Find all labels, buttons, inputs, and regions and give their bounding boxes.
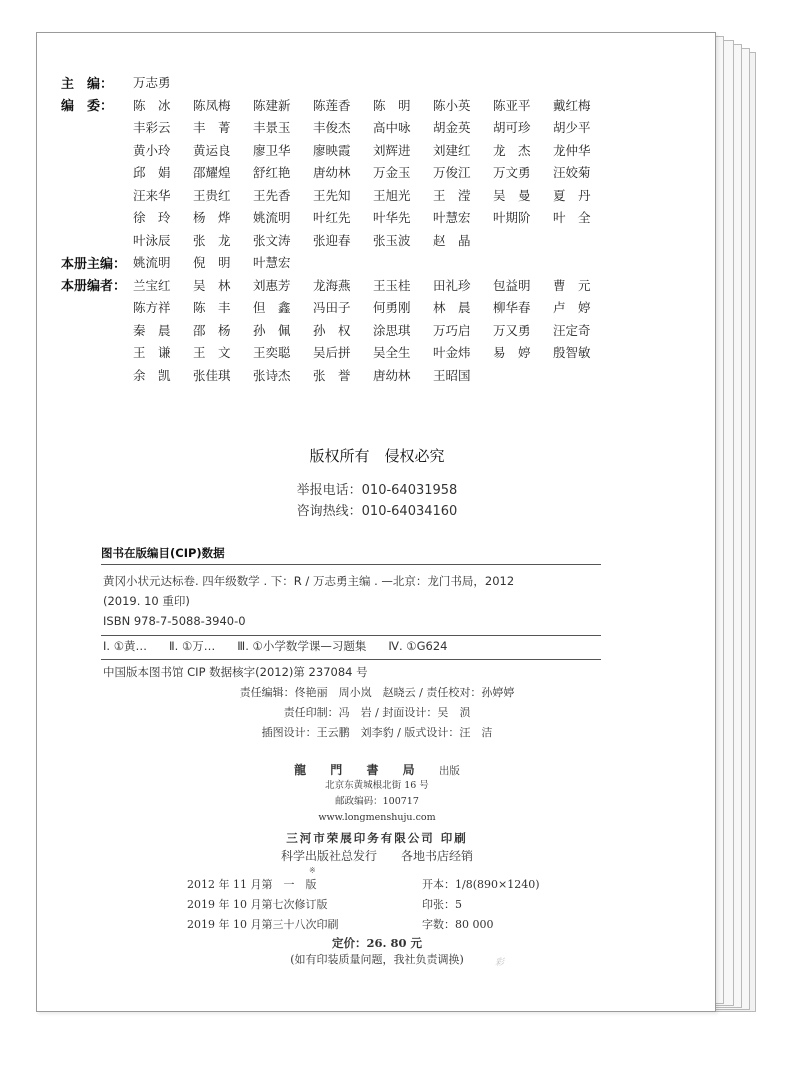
credit-name: 夏 丹 xyxy=(553,187,591,203)
cip-isbn: ISBN 978-7-5088-3940-0 xyxy=(103,614,246,628)
credit-name: 陈 明 xyxy=(373,97,411,113)
credit-names xyxy=(133,253,313,271)
credit-name: 王 文 xyxy=(193,345,231,361)
cip-catalog-number: 中国版本图书馆 CIP 数据核字(2012)第 237084 号 xyxy=(101,659,601,682)
publisher-address: 北京东黄城根北街 16 号 xyxy=(325,780,429,791)
credit-names xyxy=(133,141,613,159)
publisher-postcode: 邮政编码：100717 xyxy=(335,796,419,807)
credits-row xyxy=(61,94,621,117)
cip-header: 图书在版编目(CIP)数据 xyxy=(101,545,601,565)
credit-name: 叶华先 xyxy=(373,210,411,226)
credit-name: 王玉桂 xyxy=(373,277,411,293)
staff-line-1: 责任编辑：佟艳丽 周小岚 赵晓云 / 责任校对：孙婷婷 xyxy=(239,686,515,699)
credits-row xyxy=(61,139,621,162)
credit-name: 丰俊杰 xyxy=(313,120,351,136)
credit-name: 徐 玲 xyxy=(133,210,171,226)
contact-block xyxy=(37,480,717,522)
credit-names xyxy=(133,276,613,294)
distribution: 科学出版社总发行 各地书店经销 xyxy=(280,849,473,863)
staff-line-3: 插图设计：王云鹏 刘李豹 / 版式设计：汪 洁 xyxy=(261,726,493,739)
credit-name: 汪来华 xyxy=(133,187,171,203)
credit-name: 黄运良 xyxy=(193,142,231,158)
publisher-name xyxy=(37,761,717,778)
credit-name: 兰宝红 xyxy=(133,277,171,293)
credit-name: 叶期阶 xyxy=(493,210,531,226)
publisher-logo-text: 龍 門 書 局 xyxy=(294,763,425,777)
credits-row xyxy=(61,319,621,342)
cip-index-4: Ⅳ. ①G624 xyxy=(388,639,448,653)
watermark: 彩 xyxy=(495,958,505,968)
credit-name: 姚流明 xyxy=(253,210,291,226)
credits-row xyxy=(61,296,621,319)
edition-row xyxy=(187,895,540,915)
credit-name: 陈方祥 xyxy=(133,300,171,316)
credit-name: 黄小玲 xyxy=(133,142,171,158)
credit-name: 张佳琪 xyxy=(193,367,231,383)
rights-block xyxy=(37,445,717,466)
credit-name: 丰景玉 xyxy=(253,120,291,136)
credit-name: 廖映霞 xyxy=(313,142,351,158)
credit-name: 包益明 xyxy=(493,277,531,293)
credit-name: 万金玉 xyxy=(373,165,411,181)
credit-name: 田礼珍 xyxy=(433,277,471,293)
credit-role: 编 委： xyxy=(61,99,114,115)
credits-list xyxy=(61,71,621,386)
credit-name: 刘辉进 xyxy=(373,142,411,158)
edition-spec: 开本：1/8(890×1240) xyxy=(422,878,540,891)
edition-row xyxy=(187,875,540,895)
credit-name: 陈亚平 xyxy=(493,97,531,113)
cip-index-2: Ⅱ. ①万… xyxy=(169,639,216,653)
credit-name: 万俊江 xyxy=(433,165,471,181)
price-block xyxy=(37,935,717,967)
credit-name: 张迎春 xyxy=(313,232,351,248)
credit-name: 陈小英 xyxy=(433,97,471,113)
credit-role: 本册主编： xyxy=(61,256,127,272)
credit-name: 陈凤梅 xyxy=(193,97,231,113)
credit-name: 林 晨 xyxy=(433,300,471,316)
credit-name: 邱 娟 xyxy=(133,165,171,181)
credits-row xyxy=(61,184,621,207)
credit-name: 万文勇 xyxy=(493,165,531,181)
credit-name: 张 誉 xyxy=(313,367,351,383)
credits-row xyxy=(61,161,621,184)
credit-name: 余 凯 xyxy=(133,367,171,383)
credit-name: 何勇刚 xyxy=(373,300,411,316)
credit-name: 陈莲香 xyxy=(313,97,351,113)
credit-name: 易 婷 xyxy=(493,345,531,361)
credit-name: 张 龙 xyxy=(193,232,231,248)
credit-name: 陈 丰 xyxy=(193,300,231,316)
credit-role: 主 编： xyxy=(61,76,114,92)
credit-name: 姚流明 xyxy=(133,255,171,271)
report-phone: 举报电话：010-64031958 xyxy=(296,483,458,498)
credit-name: 刘建红 xyxy=(433,142,471,158)
consult-phone: 咨询热线：010-64034160 xyxy=(296,504,458,519)
credit-name: 但 鑫 xyxy=(253,300,291,316)
rights-title: 版权所有 侵权必究 xyxy=(309,447,445,465)
credit-name: 龙 杰 xyxy=(493,142,531,158)
credit-name: 陈 冰 xyxy=(133,97,171,113)
credit-name: 孙 佩 xyxy=(253,322,291,338)
credit-name: 吴 曼 xyxy=(493,187,531,203)
credit-names xyxy=(133,163,613,181)
credit-names xyxy=(133,343,613,361)
credit-name: 邵 杨 xyxy=(193,322,231,338)
printer: 三河市荣展印务有限公司 印刷 xyxy=(286,831,468,845)
credit-name: 胡少平 xyxy=(553,120,591,136)
cip-line-1: 黄冈小状元达标卷. 四年级数学 . 下：R / 万志勇主编 . —北京：龙门书局，2012 xyxy=(103,574,515,588)
credit-name: 倪 明 xyxy=(193,255,231,271)
credit-name: 胡可珍 xyxy=(493,120,531,136)
credits-row xyxy=(61,364,621,387)
credit-names xyxy=(133,96,613,114)
credit-names xyxy=(133,231,493,249)
credit-name: 王奕聪 xyxy=(253,345,291,361)
credits-row xyxy=(61,274,621,297)
credit-name: 刘惠芳 xyxy=(253,277,291,293)
credit-name: 丰彩云 xyxy=(133,120,171,136)
credit-name: 叶慧宏 xyxy=(253,255,291,271)
credit-name: 王旭光 xyxy=(373,187,411,203)
credit-name: 张文涛 xyxy=(253,232,291,248)
credit-name: 殷智敏 xyxy=(553,345,591,361)
credit-name: 涂思琪 xyxy=(373,322,411,338)
edition-info xyxy=(187,875,540,935)
credit-name: 王 滢 xyxy=(433,187,471,203)
credits-row xyxy=(61,251,621,274)
edition-date: 2019 年 10 月第三十八次印刷 xyxy=(187,918,339,931)
credit-name: 叶 全 xyxy=(553,210,591,226)
edition-date: 2012 年 11 月第 一 版 xyxy=(187,878,317,891)
credit-name: 万志勇 xyxy=(133,75,171,91)
credit-name: 邵耀煌 xyxy=(193,165,231,181)
credits-row xyxy=(61,341,621,364)
credit-name: 唐幼林 xyxy=(373,367,411,383)
star-mark: ※ xyxy=(309,866,316,875)
credit-name: 吴 林 xyxy=(193,277,231,293)
credit-name: 王 谦 xyxy=(133,345,171,361)
credit-names xyxy=(133,366,493,384)
cip-index xyxy=(101,635,601,656)
quality-note: (如有印装质量问题，我社负责调换) xyxy=(290,953,464,966)
credits-row xyxy=(61,206,621,229)
credit-names xyxy=(133,118,613,136)
credit-name: 汪姣菊 xyxy=(553,165,591,181)
credit-name: 廖卫华 xyxy=(253,142,291,158)
credit-names xyxy=(133,298,613,316)
credit-names xyxy=(133,73,193,91)
credit-name: 舒红艳 xyxy=(253,165,291,181)
credit-name: 卢 婷 xyxy=(553,300,591,316)
credits-row xyxy=(61,116,621,139)
credit-name: 陈建新 xyxy=(253,97,291,113)
credit-role: 本册编者： xyxy=(61,279,127,295)
credit-name: 龙海燕 xyxy=(313,277,351,293)
credit-name: 王贵红 xyxy=(193,187,231,203)
credit-name: 高中咏 xyxy=(373,120,411,136)
edition-spec: 印张：5 xyxy=(422,898,462,911)
credit-name: 叶慧宏 xyxy=(433,210,471,226)
price: 定价：26. 80 元 xyxy=(331,936,423,950)
credit-name: 万巧启 xyxy=(433,322,471,338)
cip-line-2: (2019. 10 重印) xyxy=(103,594,190,608)
credit-name: 万又勇 xyxy=(493,322,531,338)
cip-data-block xyxy=(101,545,601,682)
publisher-block xyxy=(37,761,717,866)
credits-row xyxy=(61,229,621,252)
credit-name: 汪定奇 xyxy=(553,322,591,338)
credit-name: 孙 权 xyxy=(313,322,351,338)
copyright-page xyxy=(36,32,716,1012)
staff-credits xyxy=(37,683,717,743)
credit-name: 张诗杰 xyxy=(253,367,291,383)
credit-name: 胡金英 xyxy=(433,120,471,136)
credit-name: 冯田子 xyxy=(313,300,351,316)
credit-name: 龙仲华 xyxy=(553,142,591,158)
credit-names xyxy=(133,321,613,339)
credit-name: 王昭国 xyxy=(433,367,471,383)
credit-names xyxy=(133,208,613,226)
credit-name: 曹 元 xyxy=(553,277,591,293)
credit-name: 柳华春 xyxy=(493,300,531,316)
credit-name: 杨 烨 xyxy=(193,210,231,226)
cip-index-1: Ⅰ. ①黄… xyxy=(103,639,148,653)
edition-row xyxy=(187,915,540,935)
publisher-suffix: 出版 xyxy=(438,765,460,777)
credit-name: 秦 晨 xyxy=(133,322,171,338)
edition-spec: 字数：80 000 xyxy=(422,918,494,931)
credits-row xyxy=(61,71,621,94)
credit-name: 叶金炜 xyxy=(433,345,471,361)
credit-name: 叶泳辰 xyxy=(133,232,171,248)
credit-name: 王先香 xyxy=(253,187,291,203)
credit-name: 吴后拼 xyxy=(313,345,351,361)
credit-name: 叶红先 xyxy=(313,210,351,226)
staff-line-2: 责任印制：冯 岩 / 封面设计：吴 涢 xyxy=(283,706,471,719)
publisher-website: www.longmenshuju.com xyxy=(318,812,436,823)
credit-name: 丰 菁 xyxy=(193,120,231,136)
credit-name: 张玉波 xyxy=(373,232,411,248)
credit-name: 唐幼林 xyxy=(313,165,351,181)
edition-date: 2019 年 10 月第七次修订版 xyxy=(187,898,328,911)
credit-names xyxy=(133,186,613,204)
credit-name: 戴红梅 xyxy=(553,97,591,113)
cip-index-3: Ⅲ. ①小学数学课—习题集 xyxy=(237,639,367,653)
credit-name: 赵 晶 xyxy=(433,232,471,248)
credit-name: 吴全生 xyxy=(373,345,411,361)
credit-name: 王先知 xyxy=(313,187,351,203)
